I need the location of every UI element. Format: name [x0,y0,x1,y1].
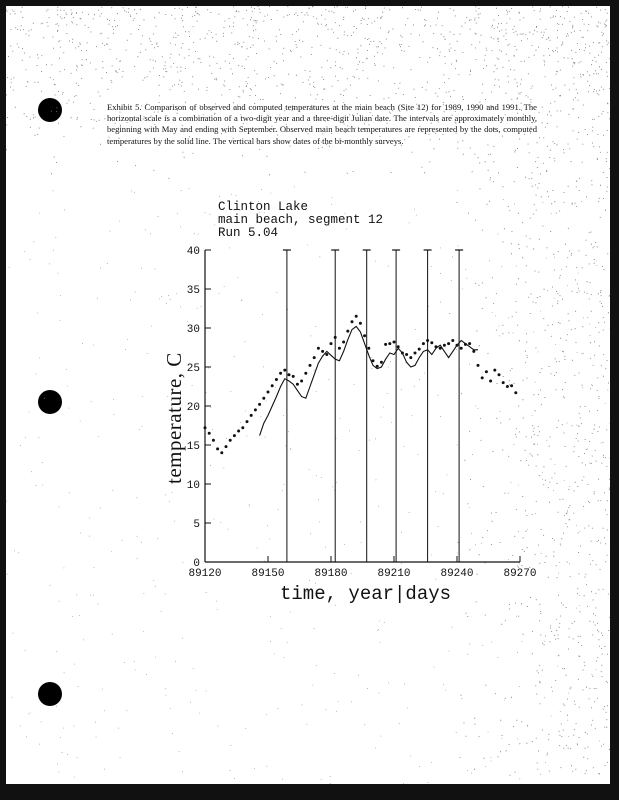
observed-dot [233,434,236,437]
observed-dot [405,353,408,356]
observed-dot [514,391,517,394]
observed-dot [204,426,207,429]
observed-dot [346,330,349,333]
y-tick-label: 25 [186,363,200,375]
observed-dot [489,380,492,383]
survey-bars [283,250,463,562]
observed-dot [498,373,501,376]
observed-dot [237,430,240,433]
observed-dot [338,347,341,350]
computed-series [260,326,478,435]
observed-dot [493,369,496,372]
x-tick-label: 89270 [503,568,537,580]
observed-dot [283,369,286,372]
observed-dot [355,315,358,318]
observed-dot [388,342,391,345]
x-tick-label: 89120 [188,568,222,580]
observed-dot [300,380,303,383]
observed-dot [241,426,244,429]
observed-dot [468,342,471,345]
observed-dot [393,341,396,344]
observed-dot [376,365,379,368]
y-tick-label: 0 [193,558,200,570]
observed-dot [288,373,291,376]
observed-dot [225,445,228,448]
observed-dot [414,352,417,355]
observed-dot [304,372,307,375]
observed-dot [372,359,375,362]
observed-dot [430,341,433,344]
observed-dot [447,342,450,345]
observed-dot [334,336,337,339]
observed-dot [279,372,282,375]
observed-dot [220,451,223,454]
observed-dot [418,348,421,351]
observed-dot [426,339,429,342]
observed-dot [296,383,299,386]
observed-dot [443,344,446,347]
observed-dot [367,347,370,350]
observed-dot [502,381,505,384]
observed-dot [342,341,345,344]
computed-line [260,326,478,435]
observed-dot [258,403,261,406]
observed-dot [485,370,488,373]
observed-dot [292,375,295,378]
x-tick-label: 89210 [377,568,411,580]
observed-dot [317,347,320,350]
document-page [6,6,610,784]
observed-dot [435,345,438,348]
observed-dot [477,364,480,367]
observed-dot [325,353,328,356]
observed-dot [510,384,513,387]
chart-title [218,200,383,240]
observed-dot [351,320,354,323]
observed-dot [456,344,459,347]
observed-dot [439,347,442,350]
x-tick-label: 89150 [251,568,285,580]
y-tick-label: 20 [186,402,200,414]
observed-dot [380,361,383,364]
x-tick-label: 89240 [440,568,474,580]
temperature-chart [6,6,610,784]
observed-dot [451,339,454,342]
exhibit-caption: Exhibit 5. Comparison of observed and computed temperatures at the main beach (Site 12) for 1989, 1990 and 1991. The horizontal scale is a combination of a two-digit year and a three-digit Julian date. The intervals are approximately monthly, beginning with May and ending with September. Observed main beach temperatures are represented by the dots, computed temperatures by the solid line. The vertical bars show dates of the bi-monthly surveys. [107,102,537,146]
chart-title-line-3: Run 5.04 [218,226,279,240]
observed-dot [216,447,219,450]
chart-title-line-2: main beach, segment 12 [218,213,384,227]
scan-speckles [6,6,610,784]
observed-dot [313,356,316,359]
observed-dot [275,378,278,381]
observed-dot [422,342,425,345]
y-tick-label: 10 [186,480,200,492]
scan-noise [6,6,610,784]
observed-dot [384,343,387,346]
observed-dot [506,385,509,388]
observed-dot [246,420,249,423]
y-tick-label: 40 [186,246,200,258]
x-axis-label: time, year|days [280,583,452,605]
observed-dot [397,345,400,348]
observed-dot [401,352,404,355]
observed-dot [229,439,232,442]
observed-dot [363,334,366,337]
observed-dot [262,397,265,400]
observed-dot [330,342,333,345]
observed-dot [460,347,463,350]
observed-dot [321,350,324,353]
observed-dot [208,432,211,435]
observed-dot [309,364,312,367]
observed-dot [267,391,270,394]
x-tick-label: 89180 [314,568,348,580]
chart-title-line-1: Clinton Lake [218,200,309,214]
y-tick-label: 35 [186,285,200,297]
observed-dot [481,376,484,379]
y-tick-label: 5 [193,519,200,531]
observed-dot [250,414,253,417]
observed-dot [212,439,215,442]
y-tick-label: 15 [186,441,200,453]
observed-series [204,315,518,455]
observed-dot [409,356,412,359]
y-tick-label: 30 [186,324,200,336]
observed-dot [271,384,274,387]
observed-dot [359,322,362,325]
observed-dot [254,408,257,411]
y-axis-label: temperature, C [162,352,186,484]
observed-dot [472,350,475,353]
observed-dot [464,343,467,346]
chart-axes [187,246,537,580]
